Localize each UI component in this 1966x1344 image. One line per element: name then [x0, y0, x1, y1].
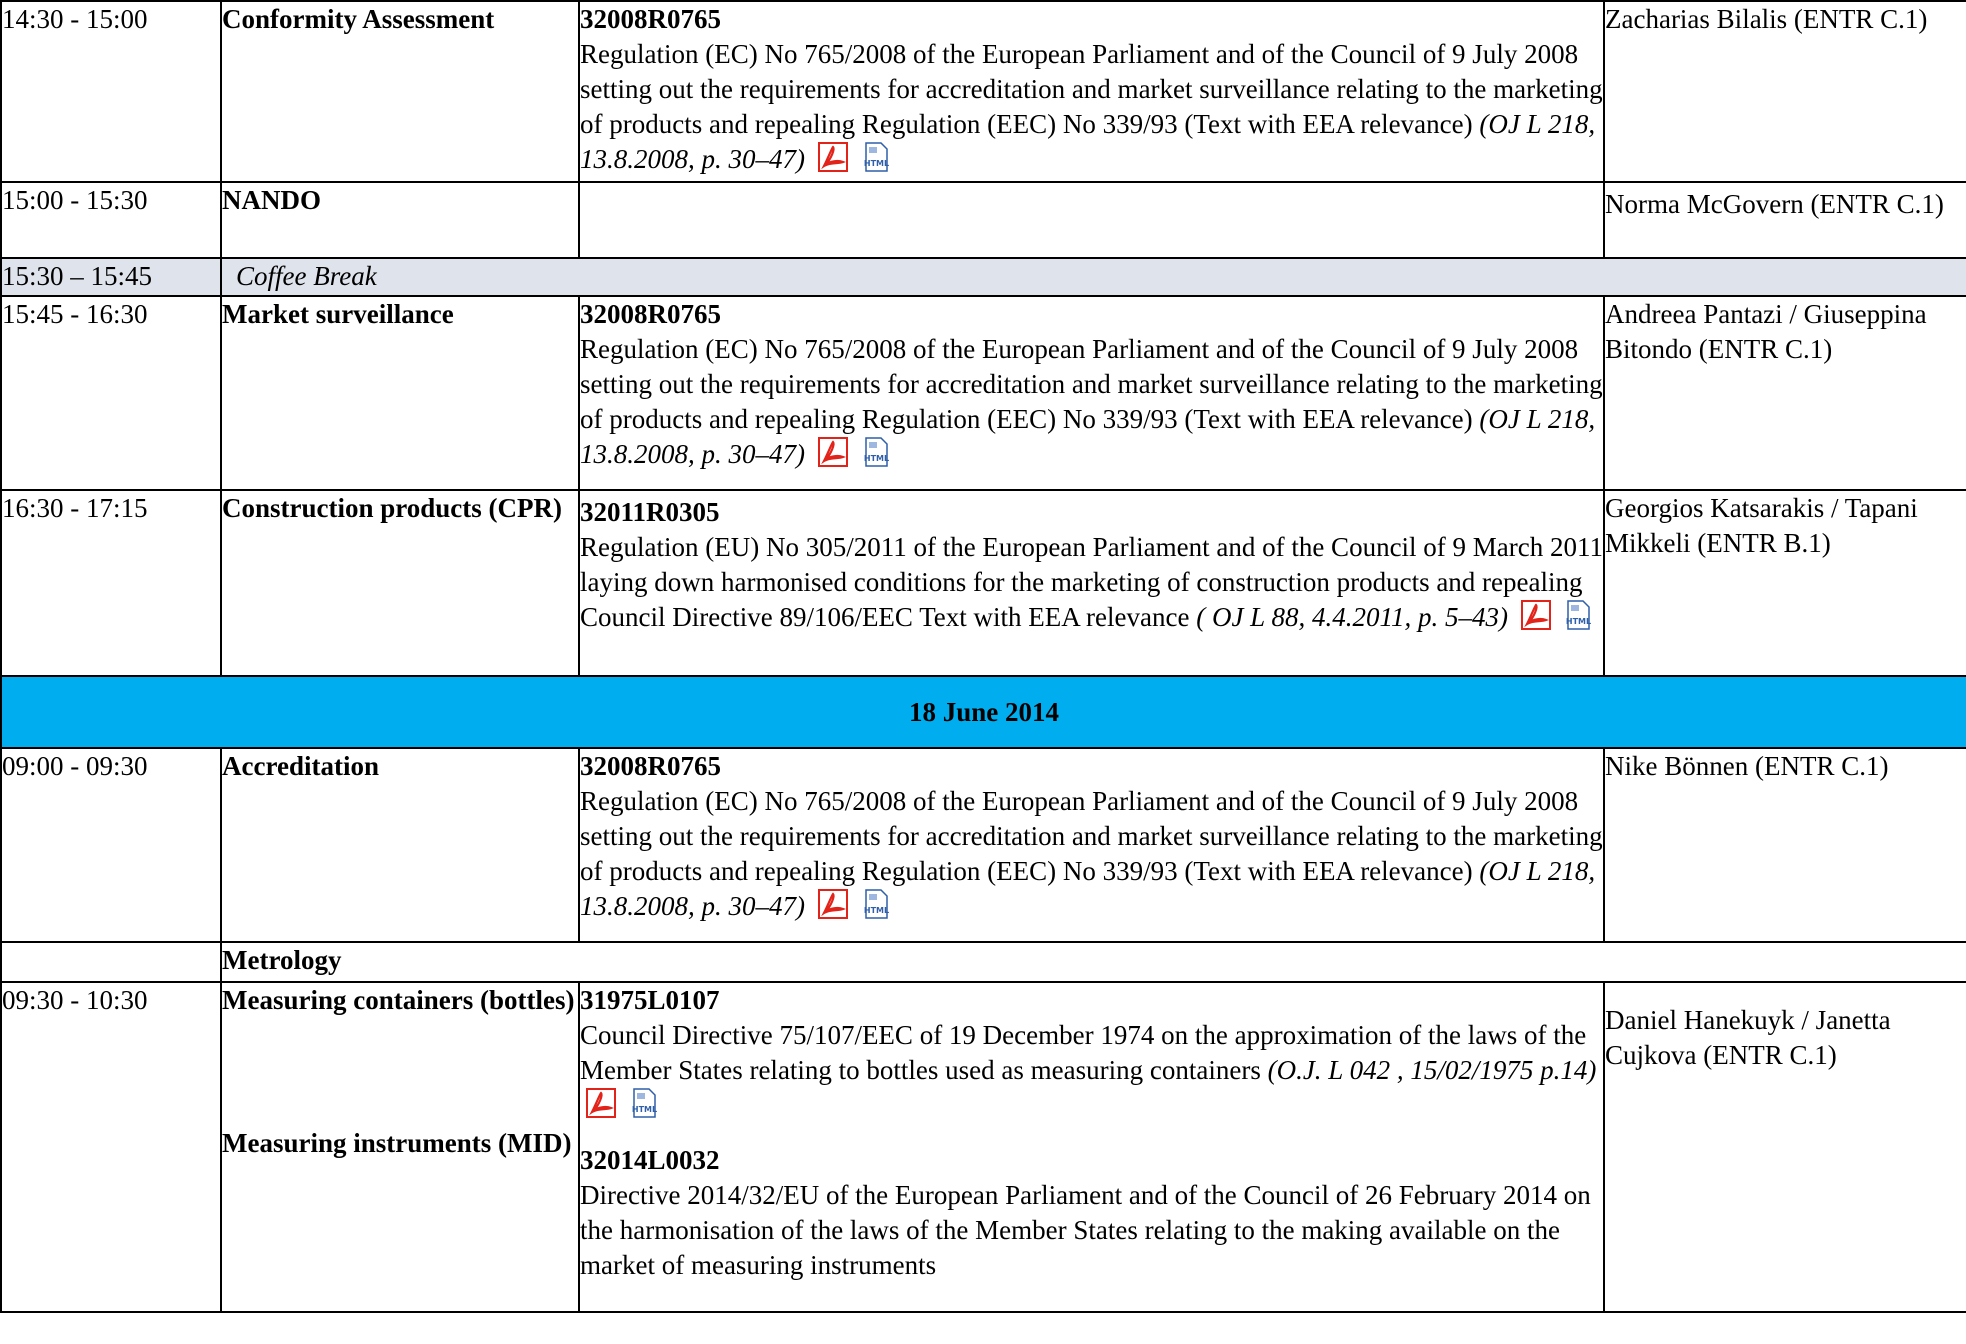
topic-measuring-containers: Measuring containers (bottles) [222, 985, 575, 1015]
topic-cell: Accreditation [221, 748, 579, 942]
html-icon-label: HTML [863, 454, 889, 463]
time-cell: 15:45 - 16:30 [1, 296, 221, 490]
celex-link[interactable]: 32014L0032 [580, 1145, 720, 1175]
document-title: Council Directive 75/107/EEC of 19 December 1974 on the approximation of the laws of the Member States relating to bottles used as measuring containers [580, 1020, 1587, 1085]
html-icon[interactable] [629, 1088, 659, 1127]
topic-cell: Construction products (CPR) [221, 490, 579, 676]
document-title: Regulation (EU) No 305/2011 of the European Parliament and of the Council of 9 March 2011 laying down harmonised conditions for the marketing of construction products and repealing Council Directive 89/106/EEC Text with EEA relevance [580, 532, 1604, 632]
agenda-row-construction-products [1, 490, 1966, 676]
document-cell [579, 490, 1604, 676]
html-icon-label: HTML [863, 159, 889, 168]
topic-measuring-instruments: Measuring instruments (MID) [222, 1128, 572, 1158]
oj-reference: (OJ L 218, 13.8.2008, p. 30–47) [580, 404, 1596, 469]
oj-reference: (OJ L 218, 13.8.2008, p. 30–47) [580, 856, 1596, 921]
pdf-icon[interactable] [586, 1088, 616, 1127]
speaker-cell: Daniel Hanekuyk / Janetta Cujkova (ENTR C.1) [1604, 982, 1966, 1312]
celex-link[interactable]: 32008R0765 [580, 299, 721, 329]
oj-reference: ( OJ L 88, 4.4.2011, p. 5–43) [1196, 602, 1508, 632]
html-icon-label: HTML [631, 1105, 657, 1114]
section-label: Metrology [221, 942, 1966, 982]
time-cell [1, 942, 221, 982]
time-cell: 15:00 - 15:30 [1, 182, 221, 258]
speaker-cell: Nike Bönnen (ENTR C.1) [1604, 748, 1966, 942]
html-icon-label: HTML [863, 906, 889, 915]
topic-cell: NANDO [221, 182, 579, 258]
topic-cell: Market surveillance [221, 296, 579, 490]
document-block [580, 1143, 1603, 1283]
celex-link[interactable]: 32008R0765 [580, 751, 721, 781]
html-icon[interactable] [861, 437, 891, 476]
agenda-row-nando [1, 182, 1966, 258]
pdf-icon[interactable] [1521, 600, 1551, 639]
document-title: Directive 2014/32/EU of the European Parliament and of the Council of 26 February 2014 on the harmonisation of the laws of the Member States relating to the making available on the market of measuring instruments [580, 1180, 1591, 1280]
oj-reference: (O.J. L 042 , 15/02/1975 p.14) [1267, 1055, 1597, 1085]
agenda-row-metrology [1, 942, 1966, 982]
day-header-row [1, 676, 1966, 748]
coffee-break-label: Coffee Break [221, 258, 1966, 296]
time-cell: 09:30 - 10:30 [1, 982, 221, 1312]
time-cell: 15:30 – 15:45 [1, 258, 221, 296]
speaker-cell: Georgios Katsarakis / Tapani Mikkeli (ENTR B.1) [1604, 490, 1966, 676]
pdf-icon[interactable] [818, 437, 848, 476]
pdf-icon[interactable] [818, 889, 848, 928]
document-title: Regulation (EC) No 765/2008 of the European Parliament and of the Council of 9 July 2008 setting out the requirements for accreditation and market surveillance relating to the marketing of products and repealing Regulation (EEC) No 339/93 (Text with EEA relevance) [580, 786, 1603, 886]
speaker-cell: Andreea Pantazi / Giuseppina Bitondo (ENTR C.1) [1604, 296, 1966, 490]
time-cell: 09:00 - 09:30 [1, 748, 221, 942]
oj-reference: (OJ L 218, 13.8.2008, p. 30–47) [580, 109, 1596, 174]
pdf-icon[interactable] [818, 142, 848, 181]
html-icon[interactable] [861, 142, 891, 181]
day-header: 18 June 2014 [1, 676, 1966, 748]
topic-cell: Conformity Assessment [221, 1, 579, 182]
document-cell [579, 748, 1604, 942]
topic-cell [221, 982, 579, 1312]
speaker-cell: Norma McGovern (ENTR C.1) [1604, 182, 1966, 258]
document-title: Regulation (EC) No 765/2008 of the European Parliament and of the Council of 9 July 2008 setting out the requirements for accreditation and market surveillance relating to the marketing of products and repealing Regulation (EEC) No 339/93 (Text with EEA relevance) [580, 39, 1603, 139]
html-icon-label: HTML [1566, 617, 1592, 626]
time-cell: 14:30 - 15:00 [1, 1, 221, 182]
html-icon[interactable] [861, 889, 891, 928]
document-cell [579, 182, 1604, 258]
document-cell [579, 1, 1604, 182]
time-cell: 16:30 - 17:15 [1, 490, 221, 676]
document-cell [579, 296, 1604, 490]
document-title: Regulation (EC) No 765/2008 of the European Parliament and of the Council of 9 July 2008 setting out the requirements for accreditation and market surveillance relating to the marketing of products and repealing Regulation (EEC) No 339/93 (Text with EEA relevance) [580, 334, 1603, 434]
celex-link[interactable]: 31975L0107 [580, 985, 720, 1015]
celex-link[interactable]: 32008R0765 [580, 4, 721, 34]
html-icon[interactable] [1563, 600, 1593, 639]
agenda-row-conformity [1, 1, 1966, 182]
agenda-row-accreditation [1, 748, 1966, 942]
agenda-row-measuring [1, 982, 1966, 1312]
agenda-row-coffee-break [1, 258, 1966, 296]
celex-link[interactable]: 32011R0305 [580, 497, 720, 527]
speaker-cell: Zacharias Bilalis (ENTR C.1) [1604, 1, 1966, 182]
agenda-row-market-surveillance [1, 296, 1966, 490]
document-cell [579, 982, 1604, 1312]
